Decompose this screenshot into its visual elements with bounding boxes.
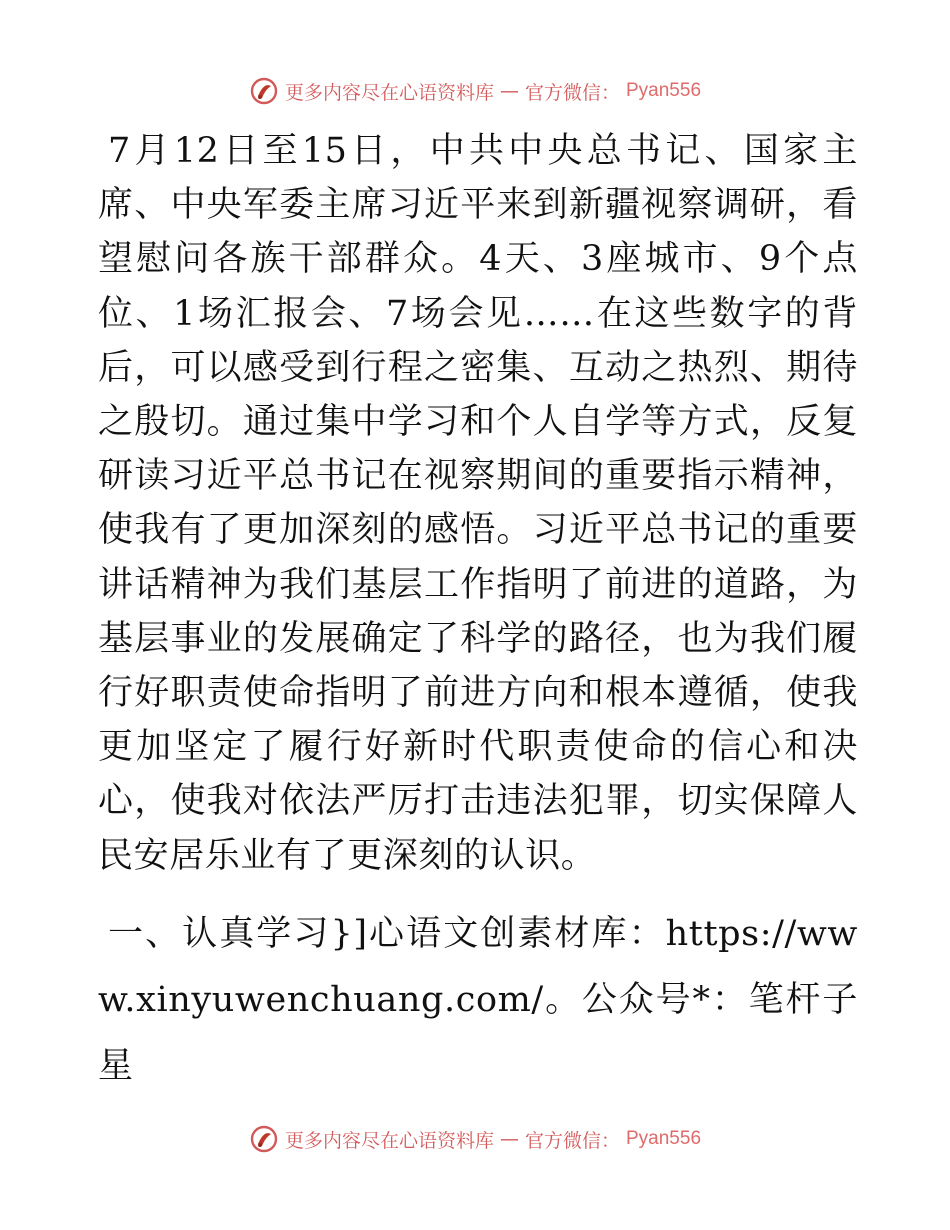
watermark-text: 更多内容尽在心语资料库 [284,1129,494,1152]
document-body [98,124,858,1099]
watermark-separator: — [499,80,519,102]
brand-logo-icon [249,1124,279,1154]
footer-watermark [0,1124,950,1154]
watermark-wechat-id: Pyan556 [626,80,702,101]
brand-logo-icon [249,76,279,106]
body-paragraph-1: 7月12日至15日，中共中央总书记、国家主席、中央军委主席习近平来到新疆视察调研，看望慰问各族干部群众。4天、3座城市、9个点位、1场汇报会、7场会见……在这些数字的背后，可以感受到行程之密集、互动之热烈、期待之殷切。通过集中学习和个人自学等方式，反复研读习近平总书记在视察期间的重要指示精神，使我有了更加深刻的感悟。习近平总书记的重要讲话精神为我们基层工作指明了前进的道路，为基层事业的发展确定了科学的路径，也为我们履行好职责使命指明了前进方向和根本遵循，使我更加坚定了履行好新时代职责使命的信心和决心，使我对依法严厉打击违法犯罪，切实保障人民安居乐业有了更深刻的认识。 [98,131,858,876]
body-paragraph-2: 一、认真学习}]心语文创素材库：https://www.xinyuwenchuang.com/。公众号*：笔杆子星 [98,913,858,1086]
watermark-wechat-label: 官方微信： [524,1129,620,1152]
watermark-wechat-label: 官方微信： [524,81,620,104]
watermark-text: 更多内容尽在心语资料库 [284,81,494,104]
watermark-separator: — [499,1128,519,1150]
watermark-wechat-id: Pyan556 [626,1128,702,1149]
header-watermark [0,76,950,106]
